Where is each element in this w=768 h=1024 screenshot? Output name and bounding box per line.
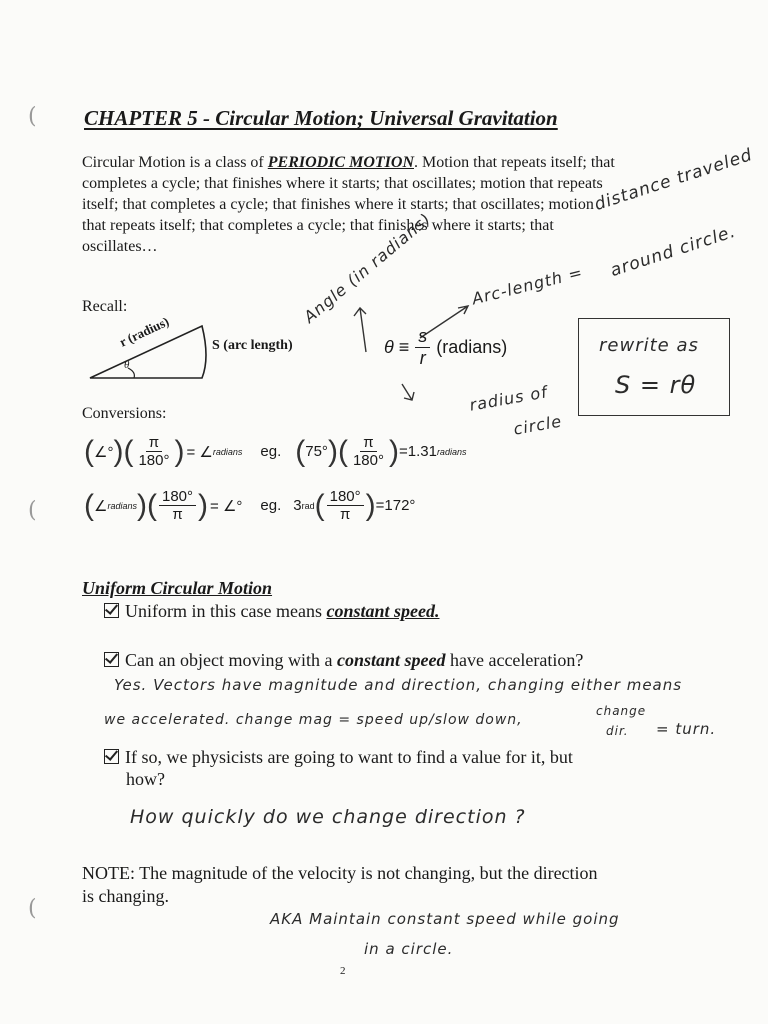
conversion-row-1: ( ∠° ) ( $\frac{\pi}{180^\circ}$ ) = ∠ radians eg. ( 75° ) ( $\frac{\pi}{180^\circ}$ ) =1.31 radians bbox=[84, 434, 467, 469]
conv2-eg: eg. bbox=[260, 497, 282, 514]
conv2-result: =172° bbox=[375, 497, 416, 514]
checkbox-icon bbox=[104, 652, 119, 667]
conv1-lhs: ∠° bbox=[94, 443, 114, 461]
note-paragraph bbox=[82, 862, 662, 908]
conv1-result-sub: radians bbox=[436, 446, 467, 457]
radius-label: r (radius) bbox=[117, 313, 172, 350]
bullet1-lead: Uniform in this case means bbox=[125, 601, 327, 621]
conv2-num2: 180° bbox=[327, 488, 364, 506]
arc-length-label: S (arc length) bbox=[212, 338, 293, 353]
bullet3-line1: If so, we physicists are going to want to find a value for it, but bbox=[125, 747, 573, 767]
bullet-acceleration-question bbox=[104, 650, 583, 671]
note-line1: NOTE: The magnitude of the velocity is not changing, but the direction bbox=[82, 863, 598, 883]
margin-mark: ( bbox=[28, 896, 37, 921]
hand-arc-length: Arc-length = bbox=[470, 262, 585, 309]
formula-lhs: θ ≡ bbox=[384, 337, 410, 357]
intro-line3: itself; that completes a cycle; that finishes where it starts; that oscillates; motion bbox=[82, 196, 594, 213]
conv2-val-sub: rad bbox=[301, 500, 315, 511]
bullet-find-value bbox=[104, 746, 573, 790]
conv2-fraction-2 bbox=[327, 488, 364, 523]
conv2-den2: π bbox=[339, 506, 351, 523]
bullet2-tail: have acceleration? bbox=[445, 650, 584, 670]
conv1-num2: π bbox=[360, 434, 376, 452]
ucm-heading: Uniform Circular Motion bbox=[82, 578, 273, 598]
conv2-lhs-sub: radians bbox=[107, 500, 137, 511]
conv1-eg: eg. bbox=[260, 443, 282, 460]
recall-label: Recall: bbox=[82, 298, 128, 315]
conv1-den2: 180° bbox=[352, 452, 384, 469]
intro-line5: oscillates… bbox=[82, 238, 158, 255]
hand-aka-line1: AKA Maintain constant speed while going bbox=[270, 910, 620, 928]
formula-s: s bbox=[415, 326, 430, 348]
formula-unit: (radians) bbox=[436, 337, 508, 357]
conv2-num: 180° bbox=[159, 488, 196, 506]
conv2-val: 3 bbox=[293, 497, 302, 514]
radius-arrow bbox=[398, 382, 428, 406]
intro-line2: completes a cycle; that finishes where it starts; that oscillates; motion that repeats bbox=[82, 175, 603, 192]
formula-r: r bbox=[419, 348, 426, 368]
hand-radius-of: radius of bbox=[468, 382, 550, 415]
hand-angle-radians: Angle (in radians) bbox=[300, 209, 435, 327]
bullet1-emphasis: constant speed. bbox=[326, 601, 440, 621]
hand-circle: circle bbox=[512, 411, 564, 439]
hand-around-circle: around circle. bbox=[608, 221, 739, 282]
note-line2: is changing. bbox=[82, 886, 169, 906]
checkbox-icon bbox=[104, 749, 119, 764]
hand-distance-traveled: distance traveled bbox=[592, 145, 756, 216]
hand-turn: = turn. bbox=[656, 720, 717, 738]
conv2-eq: = ∠° bbox=[210, 497, 243, 515]
intro-paragraph bbox=[82, 152, 682, 257]
conv1-eq: = ∠ bbox=[186, 443, 213, 461]
bullet2-lead: Can an object moving with a bbox=[125, 650, 337, 670]
intro-line1: . Motion that repeats itself; that bbox=[414, 154, 615, 171]
hand-s-equals-r-theta: S = rθ bbox=[615, 371, 697, 399]
hand-dir: dir. bbox=[606, 724, 629, 738]
margin-mark: ( bbox=[28, 104, 37, 129]
conv1-den: 180° bbox=[138, 452, 170, 469]
rewrite-box bbox=[578, 318, 730, 416]
theta-formula bbox=[384, 326, 507, 369]
hand-aka-line2: in a circle. bbox=[364, 940, 454, 958]
hand-change: change bbox=[596, 704, 647, 718]
theta-label: θ bbox=[124, 359, 130, 371]
margin-mark: ( bbox=[28, 498, 37, 523]
conv1-fraction bbox=[135, 434, 172, 469]
formula-fraction bbox=[415, 326, 430, 369]
page-number: 2 bbox=[340, 965, 346, 977]
conv1-fraction-2 bbox=[350, 434, 387, 469]
conv2-fraction bbox=[159, 488, 196, 523]
bullet-uniform bbox=[104, 601, 439, 622]
conv1-val: 75° bbox=[305, 443, 328, 460]
conv2-lhs: ∠ bbox=[94, 497, 108, 515]
conv2-den: π bbox=[172, 506, 183, 523]
conv1-eq-sub: radians bbox=[212, 446, 243, 457]
bullet3-line2: how? bbox=[126, 769, 165, 789]
checkbox-icon bbox=[104, 603, 119, 618]
conv1-num: π bbox=[146, 434, 162, 452]
periodic-motion-term: PERIODIC MOTION bbox=[267, 154, 414, 171]
conv1-result: =1.31 bbox=[398, 443, 437, 460]
hand-yes-line2: we accelerated. change mag = speed up/slow down, bbox=[104, 712, 523, 728]
bullet2-emphasis: constant speed bbox=[336, 650, 446, 670]
conversions-label: Conversions: bbox=[82, 405, 167, 422]
intro-line4: that repeats itself; that completes a cycle; that finishes where it starts; that bbox=[82, 217, 554, 234]
chapter-title: CHAPTER 5 - Circular Motion; Universal Gravitation bbox=[84, 106, 558, 130]
intro-lead: Circular Motion is a class of bbox=[82, 154, 268, 171]
hand-how-quickly: How quickly do we change direction ? bbox=[130, 806, 526, 828]
hand-rewrite-as: rewrite as bbox=[599, 335, 699, 356]
hand-yes-line1: Yes. Vectors have magnitude and direction, changing either means bbox=[114, 676, 683, 694]
conversion-row-2: ( ∠ radians ) ( $\frac{180^\circ}{\pi}$ ) = ∠° eg. 3 rad ( $\frac{180^\circ}{\pi}$ ) =172° bbox=[84, 488, 416, 523]
